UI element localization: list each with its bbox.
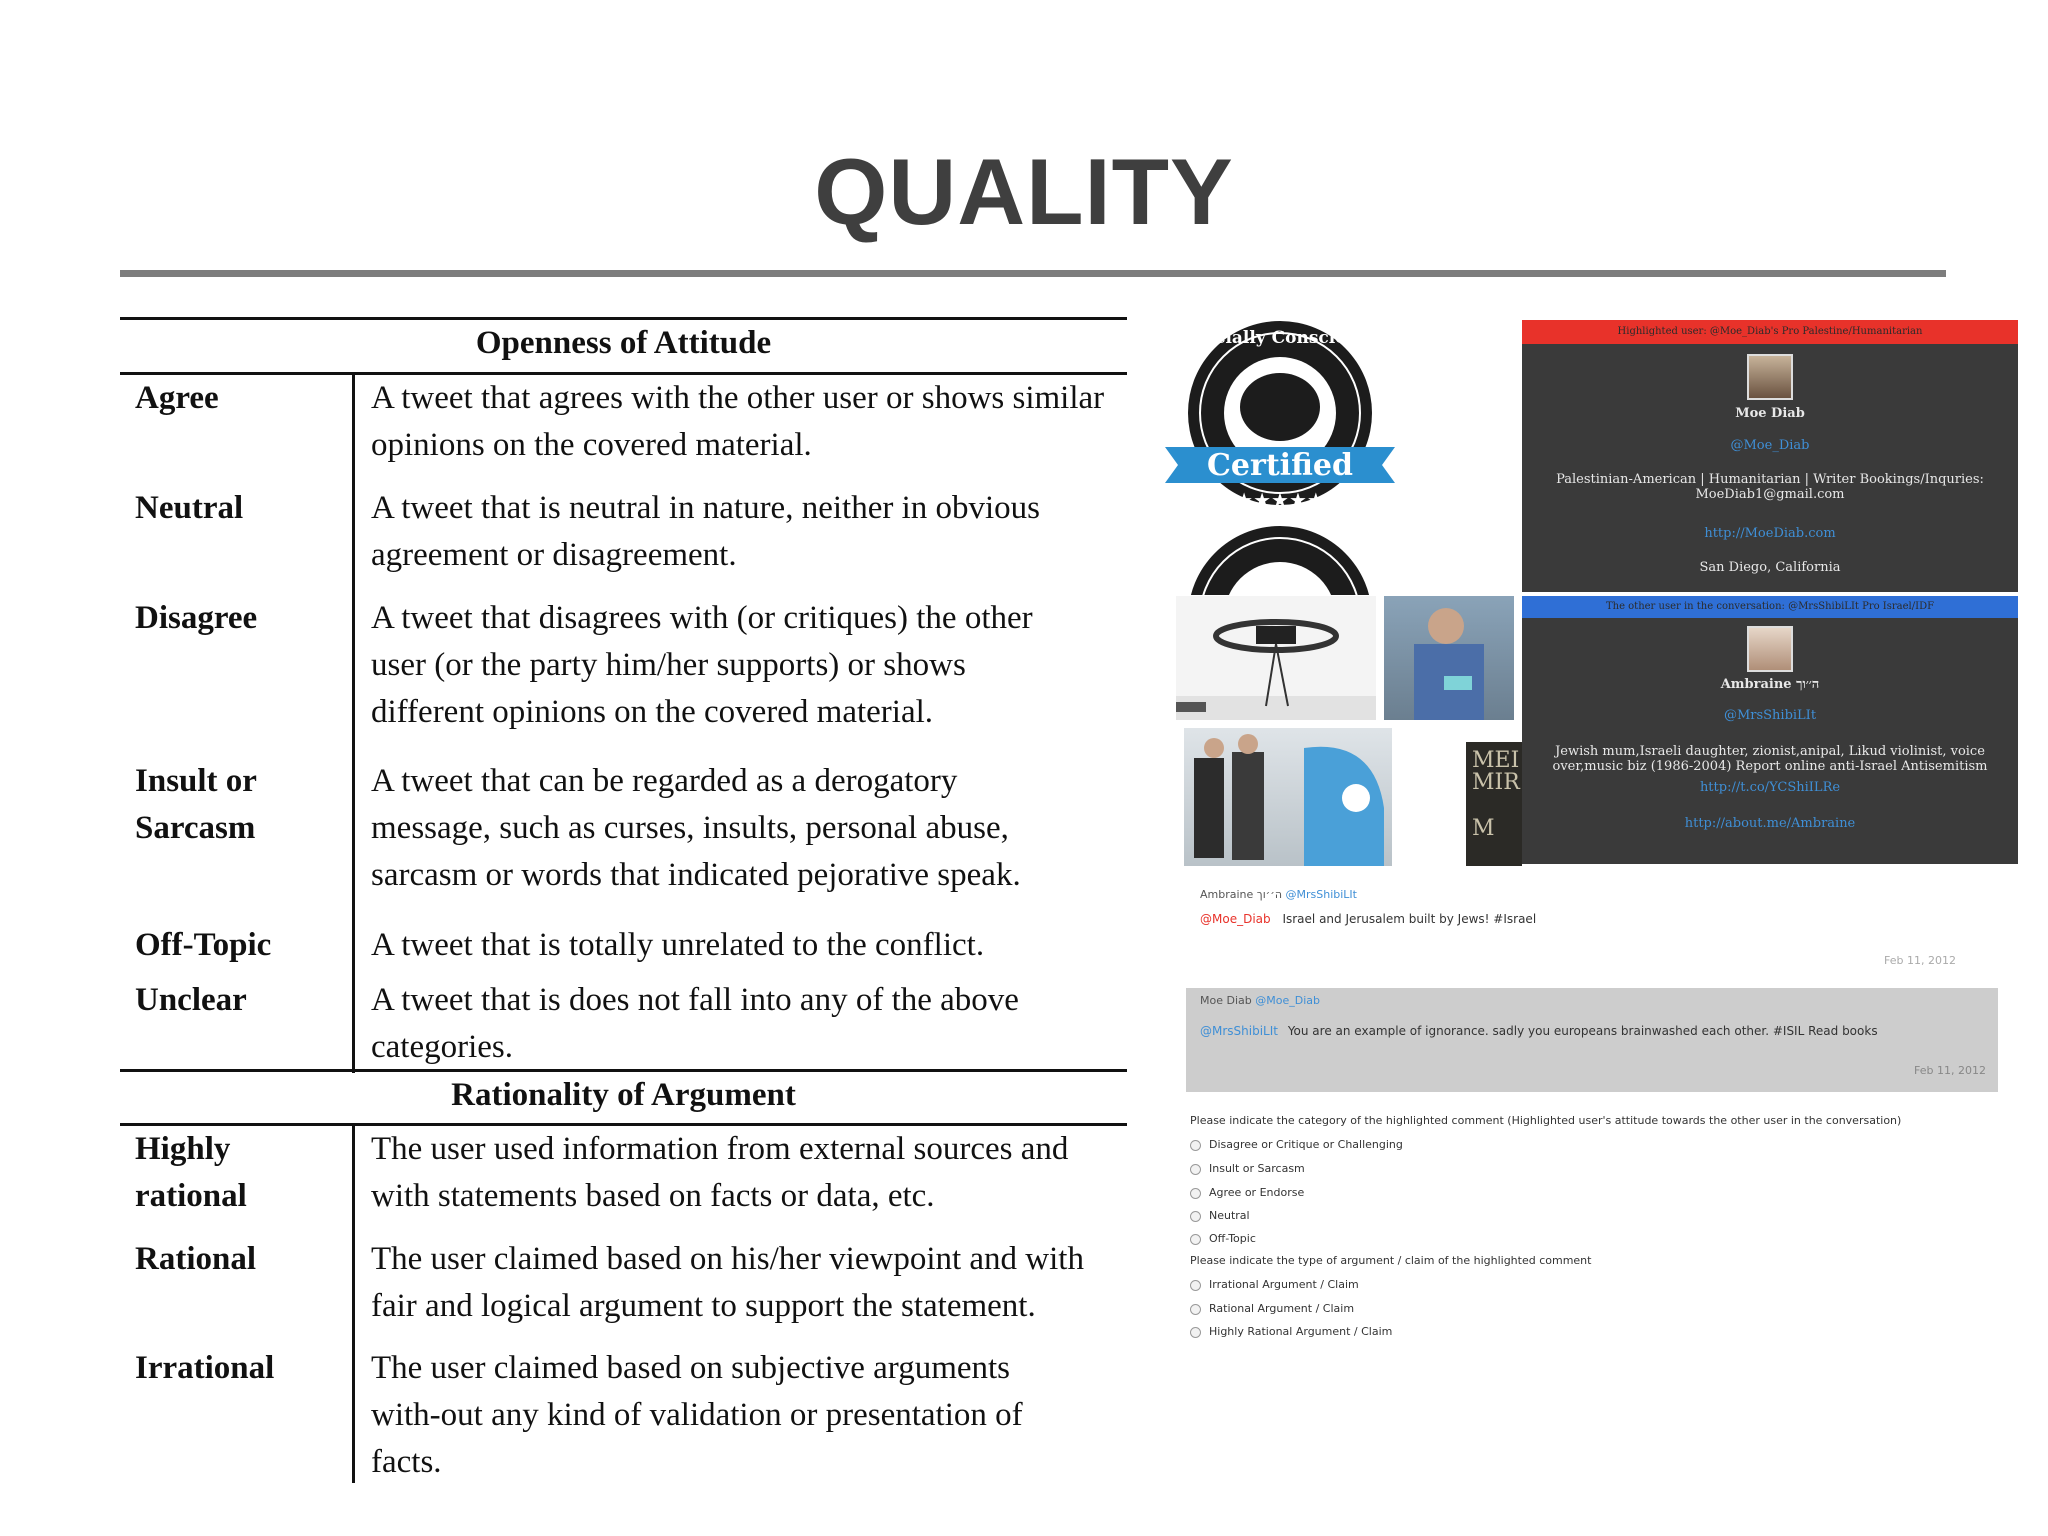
question-1-option[interactable]: [1190, 1186, 1304, 1199]
radio-button[interactable]: [1190, 1188, 1201, 1199]
tweet-text: Israel and Jerusalem built by Jews! #Israel: [1282, 912, 1537, 926]
term-agree: Agree: [135, 380, 219, 416]
option-label: Agree or Endorse: [1209, 1186, 1305, 1199]
radio-button[interactable]: [1190, 1280, 1201, 1291]
radio-button[interactable]: [1190, 1304, 1201, 1315]
option-label: Rational Argument / Claim: [1209, 1302, 1355, 1315]
tweet-date: Feb 11, 2012: [1914, 1064, 1986, 1077]
question-2-option[interactable]: [1190, 1278, 1359, 1291]
certified-badge-partial: [1180, 520, 1380, 595]
quality-table: [120, 317, 1127, 1483]
section-rule: [120, 1069, 1127, 1072]
tweet-text: You are an example of ignorance. sadly you europeans brainwashed each other. #ISIL Read books: [1287, 1024, 1878, 1038]
badge-top-text: Socially Conscious: [1191, 328, 1369, 348]
term-rational: Rational: [135, 1241, 257, 1277]
book-cover: [1466, 742, 1522, 866]
term-off-topic: Off-Topic: [135, 927, 272, 963]
option-label: Off-Topic: [1209, 1232, 1256, 1245]
desc-highly-rational: The user used information from external sources and with statements based on facts or data, etc.: [371, 1131, 1069, 1214]
exhibit-image: [1184, 728, 1392, 866]
tweet-author-handle[interactable]: @MrsShibiLIt: [1285, 888, 1357, 901]
tweet-2-highlighted: [1186, 988, 1998, 1092]
book-text: MIR: [1472, 770, 1520, 795]
term-insult-sarcasm: Insult or Sarcasm: [135, 763, 257, 846]
section-header-openness: Openness of Attitude: [475, 325, 772, 361]
column-divider: [352, 375, 355, 1073]
man-photo: [1384, 596, 1514, 720]
user-bio: Jewish mum,Israeli daughter, zionist,anipal, Likud violinist, voice over,music biz (1986-2004) Report online anti-Israel Antisemitism: [1552, 744, 1988, 774]
badge-ribbon-text: Certified: [1207, 448, 1353, 483]
desc-disagree: A tweet that disagrees with (or critiques) the other user (or the party him/her supports) or shows different opinions on the covered material.: [371, 600, 1033, 730]
desc-insult-sarcasm: A tweet that can be regarded as a derogatory message, such as curses, insults, personal abuse, sarcasm or words that indicated pejorative speak.: [371, 763, 1021, 893]
user-name: Ambraine ה׳׳וך: [1720, 677, 1820, 692]
question-1-option[interactable]: [1190, 1232, 1256, 1245]
desc-neutral: A tweet that is neutral in nature, neither in obvious agreement or disagreement.: [371, 490, 1041, 573]
certified-badge: [1160, 315, 1400, 515]
option-label: Insult or Sarcasm: [1209, 1162, 1305, 1175]
exhibit-photo: [1184, 728, 1392, 866]
user-bio: Palestinian-American | Humanitarian | Writer Bookings/Inquries: MoeDiab1@gmail.com: [1556, 472, 1984, 502]
radio-button[interactable]: [1190, 1211, 1201, 1222]
tweet-author: Ambraine ה׳׳וך: [1200, 888, 1283, 901]
book-text: MEI: [1472, 748, 1520, 773]
option-label: Highly Rational Argument / Claim: [1209, 1325, 1393, 1338]
section-header-rationality: Rationality of Argument: [451, 1077, 796, 1113]
radio-button[interactable]: [1190, 1234, 1201, 1245]
question-1-option[interactable]: [1190, 1209, 1250, 1222]
user-name: Moe Diab: [1735, 406, 1805, 421]
question-1-option[interactable]: [1190, 1138, 1403, 1151]
option-label: Irrational Argument / Claim: [1209, 1278, 1359, 1291]
title-divider: [120, 270, 1946, 277]
drone-image: [1176, 596, 1376, 720]
other-user-bar: The other user in the conversation: @MrsShibiLIt Pro Israel/IDF: [1522, 596, 2018, 618]
avatar: [1747, 626, 1793, 672]
desc-irrational: The user claimed based on subjective arguments with-out any kind of validation or presentation of facts.: [371, 1350, 1023, 1480]
column-divider: [352, 1126, 355, 1483]
question-2-option[interactable]: [1190, 1325, 1392, 1338]
user-location: San Diego, California: [1699, 560, 1841, 575]
radio-button[interactable]: [1190, 1164, 1201, 1175]
tweet-mention[interactable]: @MrsShibiLIt: [1200, 1024, 1278, 1038]
radio-button[interactable]: [1190, 1140, 1201, 1151]
highlighted-user-panel: [1522, 320, 2018, 592]
highlighted-user-bar: Highlighted user: @Moe_Diab's Pro Palestine/Humanitarian: [1522, 320, 2018, 344]
user-link[interactable]: http://about.me/Ambraine: [1684, 816, 1856, 831]
tweet-1: [1188, 884, 1968, 972]
desc-off-topic: A tweet that is totally unrelated to the conflict.: [371, 927, 985, 963]
table-top-rule: [120, 317, 1127, 320]
term-unclear: Unclear: [135, 982, 247, 1018]
question-2-prompt: Please indicate the type of argument / claim of the highlighted comment: [1190, 1254, 1592, 1267]
term-highly-rational: Highly rational: [135, 1131, 247, 1214]
term-disagree: Disagree: [135, 600, 258, 636]
desc-agree: A tweet that agrees with the other user or shows similar opinions on the covered material.: [371, 380, 1105, 463]
term-neutral: Neutral: [135, 490, 244, 526]
term-irrational: Irrational: [135, 1350, 275, 1386]
tweet-author: Moe Diab: [1200, 994, 1252, 1007]
user-link[interactable]: http://MoeDiab.com: [1704, 526, 1836, 541]
question-2-option[interactable]: [1190, 1302, 1354, 1315]
book-text: M: [1472, 816, 1495, 841]
option-label: Neutral: [1209, 1209, 1250, 1222]
tweet-date: Feb 11, 2012: [1884, 954, 1956, 967]
desc-rational: The user claimed based on his/her viewpoint and with fair and logical argument to support the statement.: [371, 1241, 1084, 1324]
tweet-author-handle[interactable]: @Moe_Diab: [1255, 994, 1320, 1007]
radio-button[interactable]: [1190, 1327, 1201, 1338]
man-image: [1384, 596, 1514, 720]
slide-title: QUALITY: [814, 139, 1234, 244]
badge-stars: ★★★★★: [1235, 490, 1325, 512]
tweet-mention[interactable]: @Moe_Diab: [1200, 912, 1271, 926]
other-user-panel: [1522, 596, 2018, 864]
drone-photo: [1176, 596, 1376, 720]
desc-unclear: A tweet that is does not fall into any of the above categories.: [371, 982, 1019, 1065]
user-handle[interactable]: @MrsShibiLIt: [1723, 708, 1817, 723]
question-1-option[interactable]: [1190, 1162, 1305, 1175]
user-link[interactable]: http://t.co/YCShiILRe: [1699, 780, 1841, 795]
question-1-prompt: Please indicate the category of the highlighted comment (Highlighted user's attitude towards the other user in the conversation): [1190, 1114, 1902, 1127]
user-handle[interactable]: @Moe_Diab: [1730, 438, 1810, 453]
avatar: [1747, 354, 1793, 400]
option-label: Disagree or Critique or Challenging: [1209, 1138, 1403, 1151]
